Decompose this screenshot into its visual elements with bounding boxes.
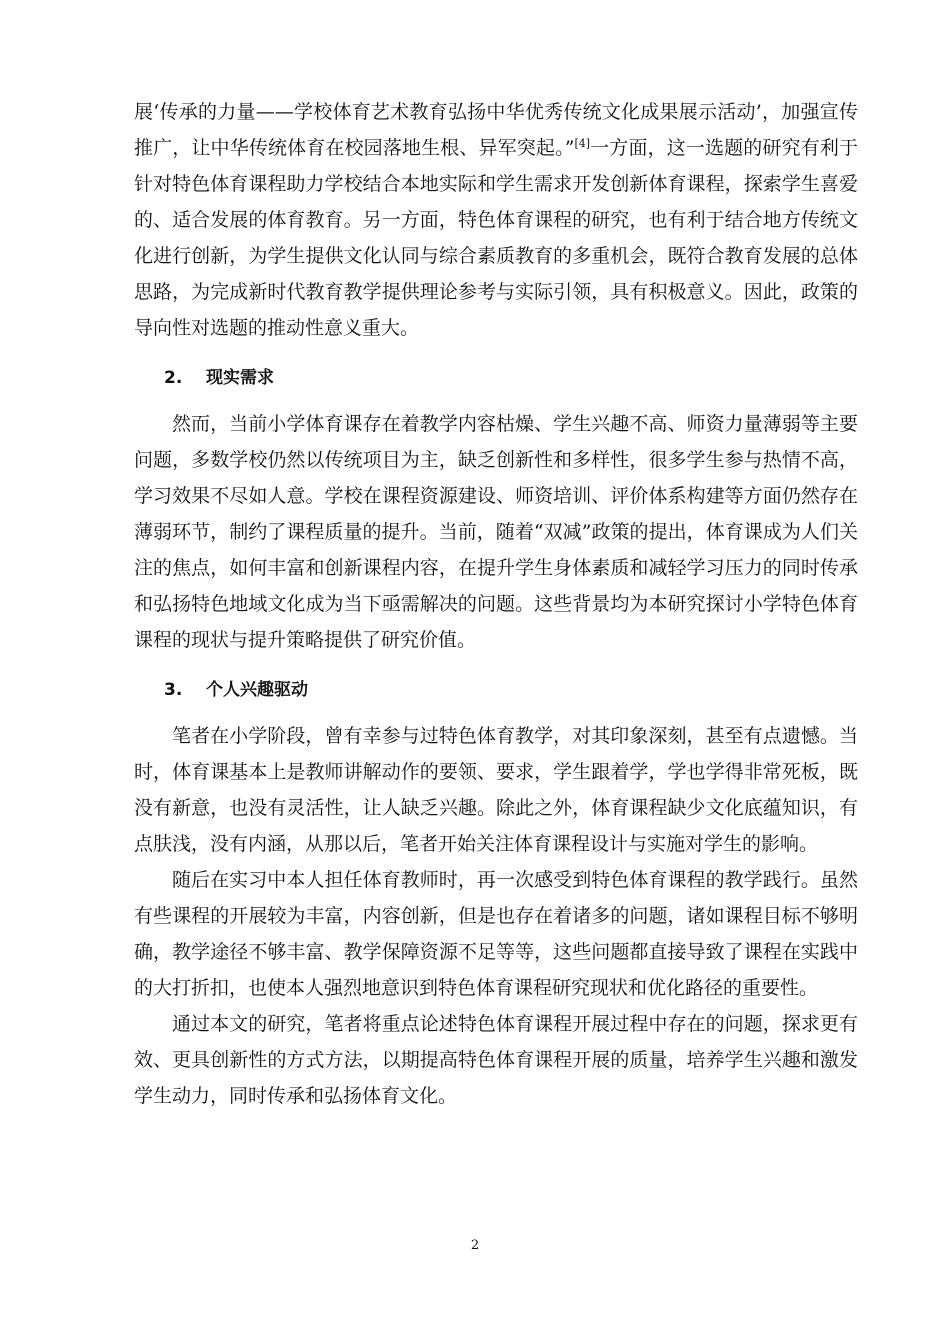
paragraph-text: 展‘传承的力量——学校体育艺术教育弘扬中华优秀传统文化成果展示活动’，加强宣传推广，让中华传统体育在校园落地生根、异军突起。” — [134, 101, 858, 159]
section-heading-realistic-needs — [134, 360, 858, 396]
heading-number: 2. — [164, 368, 183, 388]
paragraph-personal-experience: 笔者在小学阶段，曾有幸参与过特色体育教学，对其印象深刻，甚至有点遗憾。当时，体育课基本上是教师讲解动作的要领、要求，学生跟着学，学也学得非常死板，既没有新意，也没有灵活性，让人缺乏兴趣。除此之外，体育课程缺少文化底蕴知识，有点肤浅，没有内涵，从那以后，笔者开始关注体育课程设计与实施对学生的影响。 — [134, 725, 858, 855]
page-number: 2 — [470, 1238, 480, 1253]
paragraph-text: 一方面，这一选题的研究有利于针对特色体育课程助力学校结合本地实际和学生需求开发创新体育课程，探索学生喜爱的、适合发展的体育教育。另一方面，特色体育课程的研究，也有利于结合地方传统文化进行创新，为学生提供文化认同与综合素质教育的多重机会，既符合教育发展的总体思路，为完成新时代教育教学提供理论参考与实际引领，具有积极意义。因此，政策的导向性对选题的推动性意义重大。 — [134, 137, 858, 339]
heading-title: 现实需求 — [206, 368, 274, 388]
page-body — [134, 94, 858, 1114]
paragraph-policy-significance — [134, 94, 858, 346]
citation-reference[interactable]: [4] — [574, 137, 591, 150]
heading-number: 3. — [164, 680, 183, 700]
paragraph-research-goal: 通过本文的研究，笔者将重点论述特色体育课程开展过程中存在的问题，探求更有效、更具创新性的方式方法，以期提高特色体育课程开展的质量，培养学生兴趣和激发学生动力，同时传承和弘扬体育文化。 — [134, 1013, 858, 1107]
paragraph-internship-experience: 随后在实习中本人担任体育教师时，再一次感受到特色体育课程的教学践行。虽然有些课程的开展较为丰富，内容创新，但是也存在着诸多的问题，诸如课程目标不够明确，教学途径不够丰富、教学保障资源不足等等，这些问题都直接导致了课程在实践中的大打折扣，也使本人强烈地意识到特色体育课程研究现状和优化路径的重要性。 — [134, 869, 858, 999]
paragraph-realistic-needs: 然而，当前小学体育课存在着教学内容枯燥、学生兴趣不高、师资力量薄弱等主要问题，多数学校仍然以传统项目为主，缺乏创新性和多样性，很多学生参与热情不高，学习效果不尽如人意。学校在课程资源建设、师资培训、评价体系构建等方面仍然存在薄弱环节，制约了课程质量的提升。当前，随着“双减”政策的提出，体育课成为人们关注的焦点，如何丰富和创新课程内容，在提升学生身体素质和减轻学习压力的同时传承和弘扬特色地域文化成为当下亟需解决的问题。这些背景均为本研究探讨小学特色体育课程的现状与提升策略提供了研究价值。 — [134, 413, 858, 651]
section-heading-personal-interest — [134, 672, 858, 708]
heading-title: 个人兴趣驱动 — [206, 680, 308, 700]
